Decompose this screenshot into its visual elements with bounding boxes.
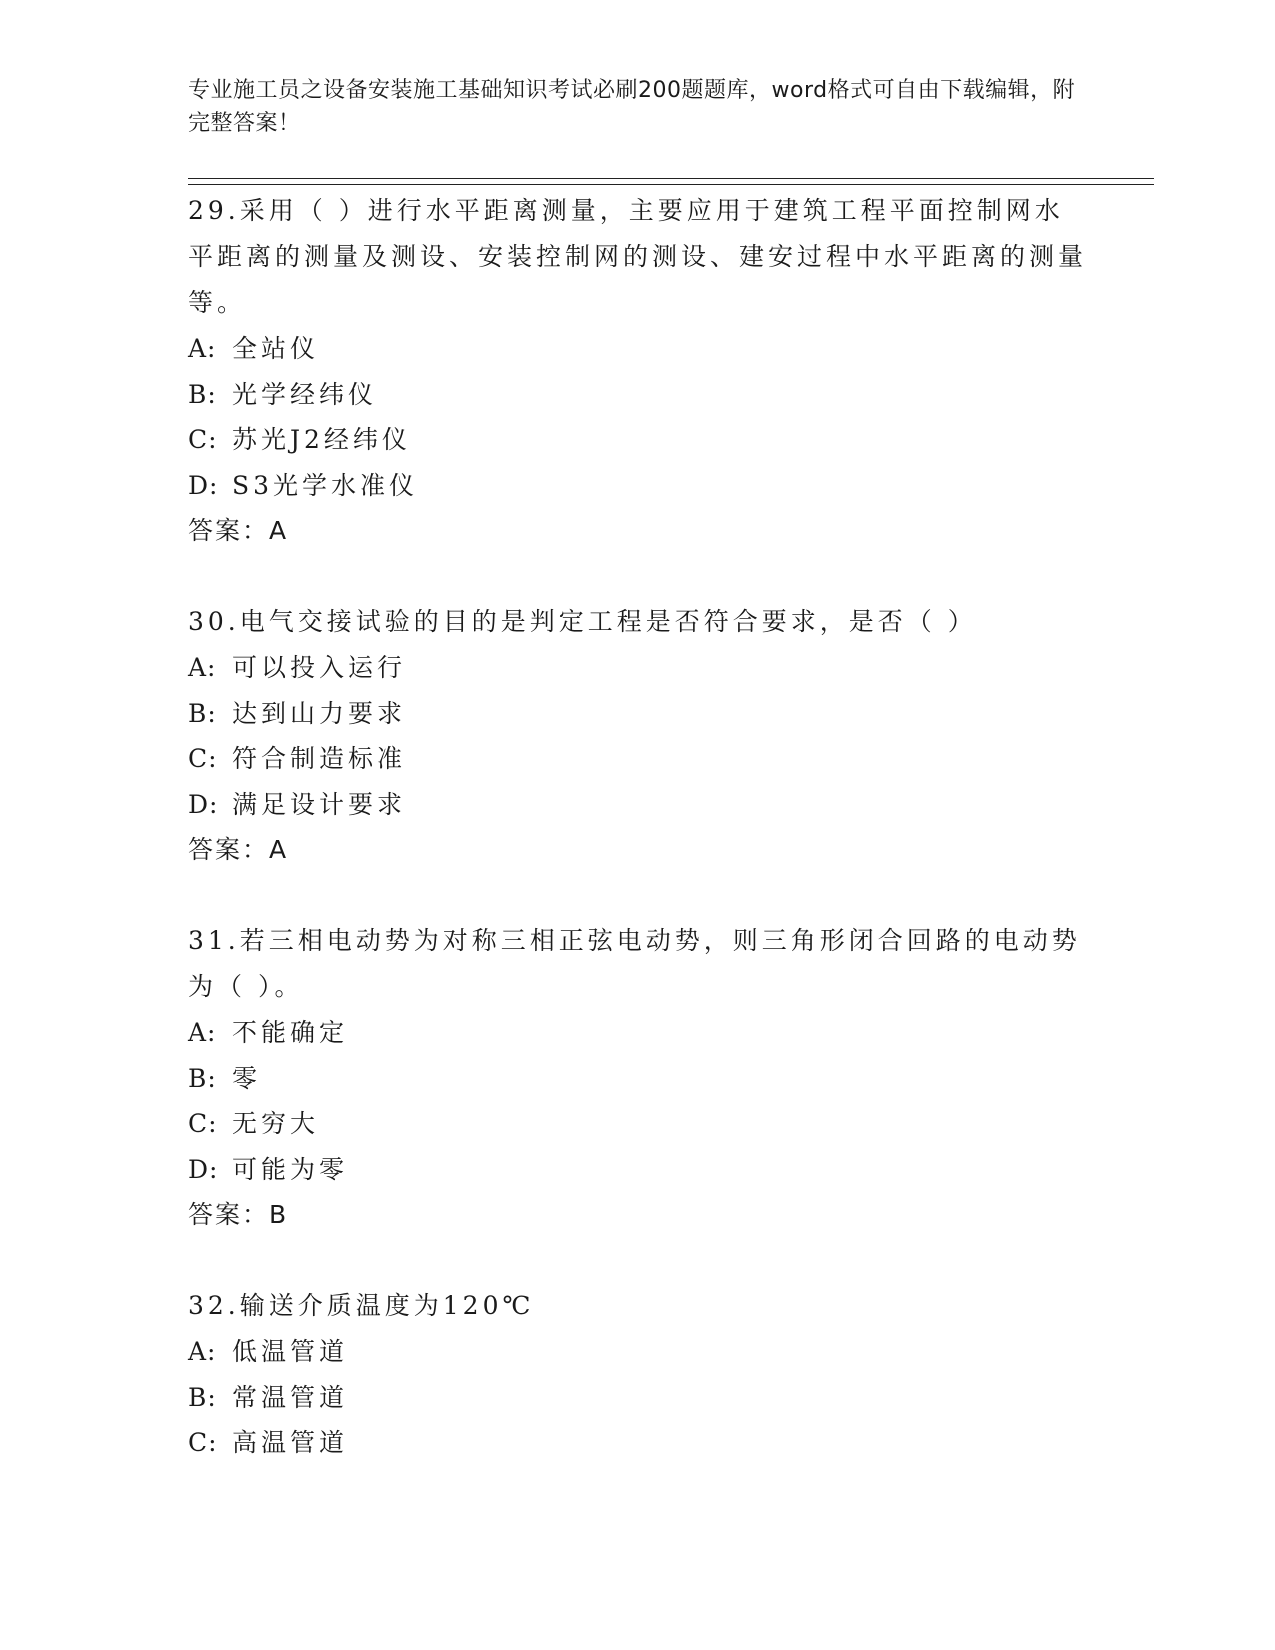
document-header: 专业施工员之设备安装施工基础知识考试必刷200题题库，word格式可自由下载编辑，附完整答案！ xyxy=(188,78,1076,136)
option-d xyxy=(188,1147,1088,1193)
option-a xyxy=(188,645,1088,691)
header-divider-top xyxy=(188,178,1154,179)
answer-line: 答案：A xyxy=(188,516,289,545)
option-letter: B: xyxy=(188,698,217,728)
question-31 xyxy=(188,918,1088,1238)
option-letter: C: xyxy=(188,425,218,454)
option-letter: A: xyxy=(188,653,217,682)
option-letter: D: xyxy=(188,470,219,500)
option-text: 无穷大 xyxy=(232,1109,320,1138)
question-30 xyxy=(188,599,1088,873)
option-text: 可能为零 xyxy=(232,1154,349,1184)
option-a xyxy=(188,1010,1088,1056)
answer-line: 答案：A xyxy=(188,835,289,864)
option-letter: D: xyxy=(188,789,219,819)
option-text: S3光学水准仪 xyxy=(232,470,419,500)
question-stem: 32.输送介质温度为120℃ xyxy=(188,1291,535,1320)
option-letter: B: xyxy=(188,1382,217,1412)
option-text: 常温管道 xyxy=(232,1382,349,1412)
option-letter: A: xyxy=(188,1337,217,1366)
option-b xyxy=(188,691,1088,737)
option-d xyxy=(188,782,1088,828)
question-32 xyxy=(188,1283,1088,1466)
question-stem: 30.电气交接试验的目的是判定工程是否符合要求，是否（ ） xyxy=(188,607,977,636)
option-b xyxy=(188,372,1088,418)
option-a xyxy=(188,1329,1088,1375)
question-stem: 29.采用（ ）进行水平距离测量，主要应用于建筑工程平面控制网水平距离的测量及测设、安装控制网的测设、建安过程中水平距离的测量等。 xyxy=(188,196,1088,317)
option-text: 高温管道 xyxy=(232,1428,349,1457)
option-letter: C: xyxy=(188,744,218,773)
header-divider-bottom xyxy=(188,184,1154,185)
option-text: 苏光J2经纬仪 xyxy=(232,425,411,454)
option-d xyxy=(188,463,1088,509)
option-text: 符合制造标准 xyxy=(232,744,407,773)
option-text: 不能确定 xyxy=(232,1018,349,1047)
option-letter: D: xyxy=(188,1154,219,1184)
question-29 xyxy=(188,188,1088,554)
option-letter: C: xyxy=(188,1428,218,1457)
question-stem: 31.若三相电动势为对称三相正弦电动势，则三角形闭合回路的电动势为（ ）。 xyxy=(188,926,1081,1001)
option-b xyxy=(188,1375,1088,1421)
option-c xyxy=(188,736,1088,782)
option-text: 满足设计要求 xyxy=(232,789,407,819)
option-c xyxy=(188,417,1088,463)
option-text: 可以投入运行 xyxy=(232,653,407,682)
question-list xyxy=(188,188,1088,1511)
option-text: 低温管道 xyxy=(232,1337,349,1366)
option-letter: B: xyxy=(188,1063,217,1093)
answer-line: 答案：B xyxy=(188,1200,289,1229)
option-letter: C: xyxy=(188,1109,218,1138)
option-c xyxy=(188,1420,1088,1466)
option-text: 光学经纬仪 xyxy=(232,379,378,409)
option-a xyxy=(188,326,1088,372)
option-letter: A: xyxy=(188,334,217,363)
option-c xyxy=(188,1101,1088,1147)
option-letter: B: xyxy=(188,379,217,409)
option-text: 达到山力要求 xyxy=(232,698,407,728)
option-text: 零 xyxy=(232,1063,262,1093)
option-letter: A: xyxy=(188,1018,217,1047)
option-text: 全站仪 xyxy=(232,334,320,363)
option-b xyxy=(188,1056,1088,1102)
